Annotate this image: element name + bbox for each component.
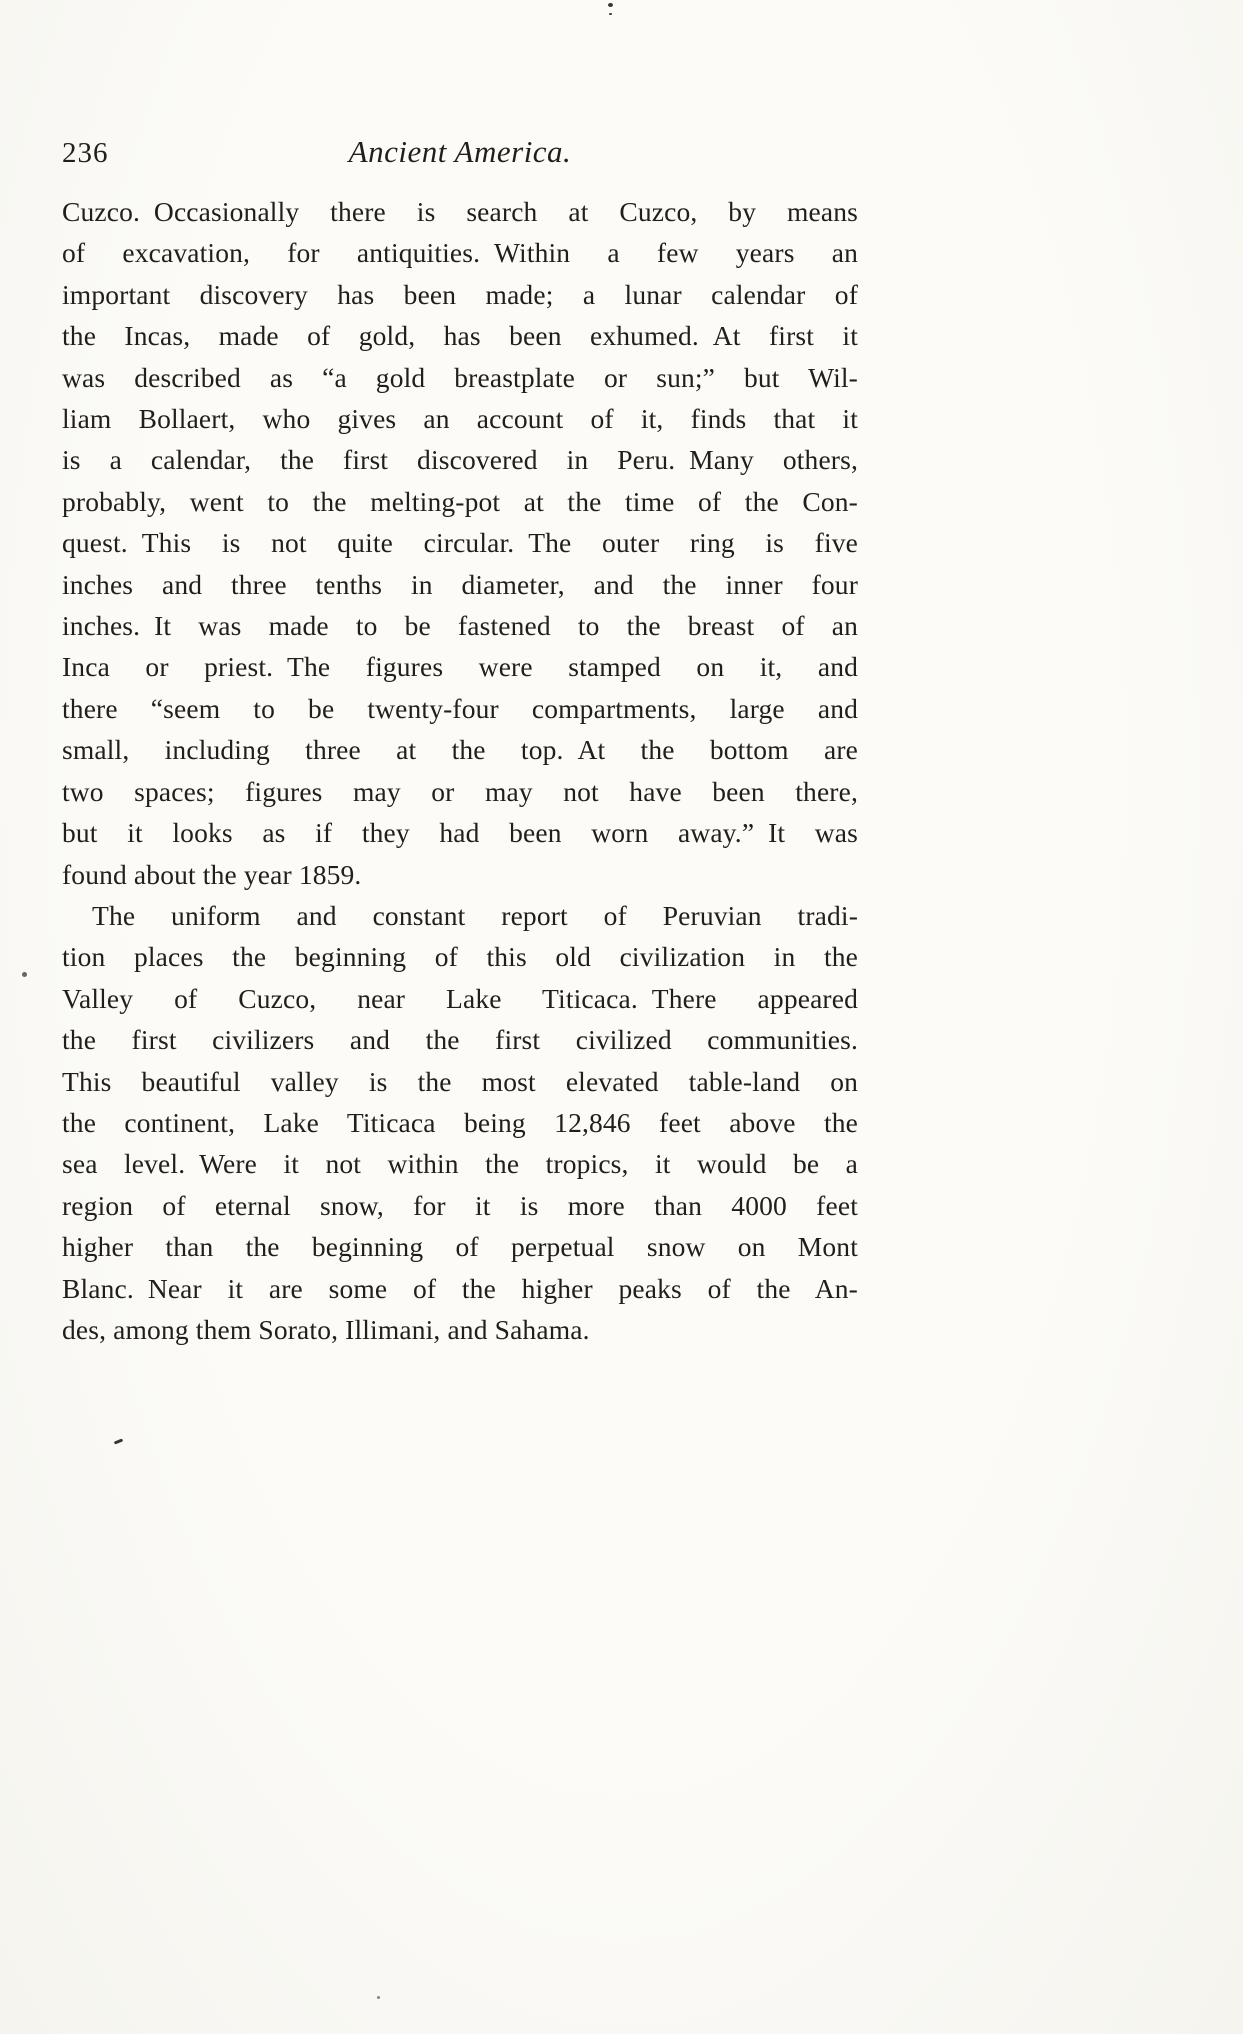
text-line: sea level. Were it not within the tropics, it would be a [62, 1148, 858, 1180]
text-line: the continent, Lake Titicaca being 12,846 feet above the [62, 1106, 858, 1138]
text-line: small, including three at the top. At the bottom are [62, 734, 858, 766]
text-line: of excavation, for antiquities. Within a few years an [62, 237, 858, 269]
text-line: two spaces; figures may or may not have been there, [62, 775, 858, 807]
running-title: Ancient America. [348, 134, 572, 169]
text-line: the first civilizers and the first civilized communities. [62, 1024, 858, 1056]
text-line: but it looks as if they had been worn away.” It was [62, 817, 858, 849]
text-line: The uniform and constant report of Peruvian tradi- [92, 899, 858, 931]
text-line: was described as “a gold breastplate or sun;” but Wil- [62, 361, 858, 393]
text-line: quest. This is not quite circular. The outer ring is five [62, 527, 858, 559]
text-line: Cuzco. Occasionally there is search at Cuzco, by means [62, 196, 858, 227]
text-line: liam Bollaert, who gives an account of it, finds that it [62, 403, 858, 435]
scan-speck-bottom-center [377, 1996, 380, 1999]
text-line: Valley of Cuzco, near Lake Titicaca. There appeared [62, 982, 858, 1014]
text-line: higher than the beginning of perpetual snow on Mont [62, 1231, 858, 1263]
text-line: the Incas, made of gold, has been exhumed. At first it [62, 320, 858, 352]
page-header [62, 134, 858, 170]
text-line: probably, went to the melting-pot at the time of the Con- [62, 485, 858, 517]
text-line: Blanc. Near it are some of the higher peaks of the An- [62, 1272, 858, 1304]
page-number: 236 [62, 137, 109, 169]
body-text [62, 191, 858, 1350]
text-line: region of eternal snow, for it is more than 4000 feet [62, 1189, 858, 1221]
paragraph-1 [62, 191, 858, 895]
scan-speck-left-margin [22, 972, 27, 977]
text-line: there “seem to be twenty-four compartments, large and [62, 692, 858, 724]
text-line: This beautiful valley is the most elevated table-land on [62, 1065, 858, 1097]
scan-speck-top [608, 3, 613, 7]
text-line: important discovery has been made; a lunar calendar of [62, 278, 858, 310]
text-line: inches and three tenths in diameter, and the inner four [62, 568, 858, 600]
text-block [62, 134, 858, 1350]
scan-speck-bottom-left [114, 1438, 123, 1444]
text-line: tion places the beginning of this old civilization in the [62, 941, 858, 973]
text-line: des, among them Sorato, Illimani, and Sahama. [62, 1313, 590, 1345]
paragraph-2 [62, 895, 858, 1350]
text-line: is a calendar, the first discovered in Peru. Many others, [62, 444, 858, 476]
text-line: inches. It was made to be fastened to the breast of an [62, 610, 858, 642]
text-line: found about the year 1859. [62, 858, 362, 890]
text-line: Inca or priest. The figures were stamped on it, and [62, 651, 858, 683]
